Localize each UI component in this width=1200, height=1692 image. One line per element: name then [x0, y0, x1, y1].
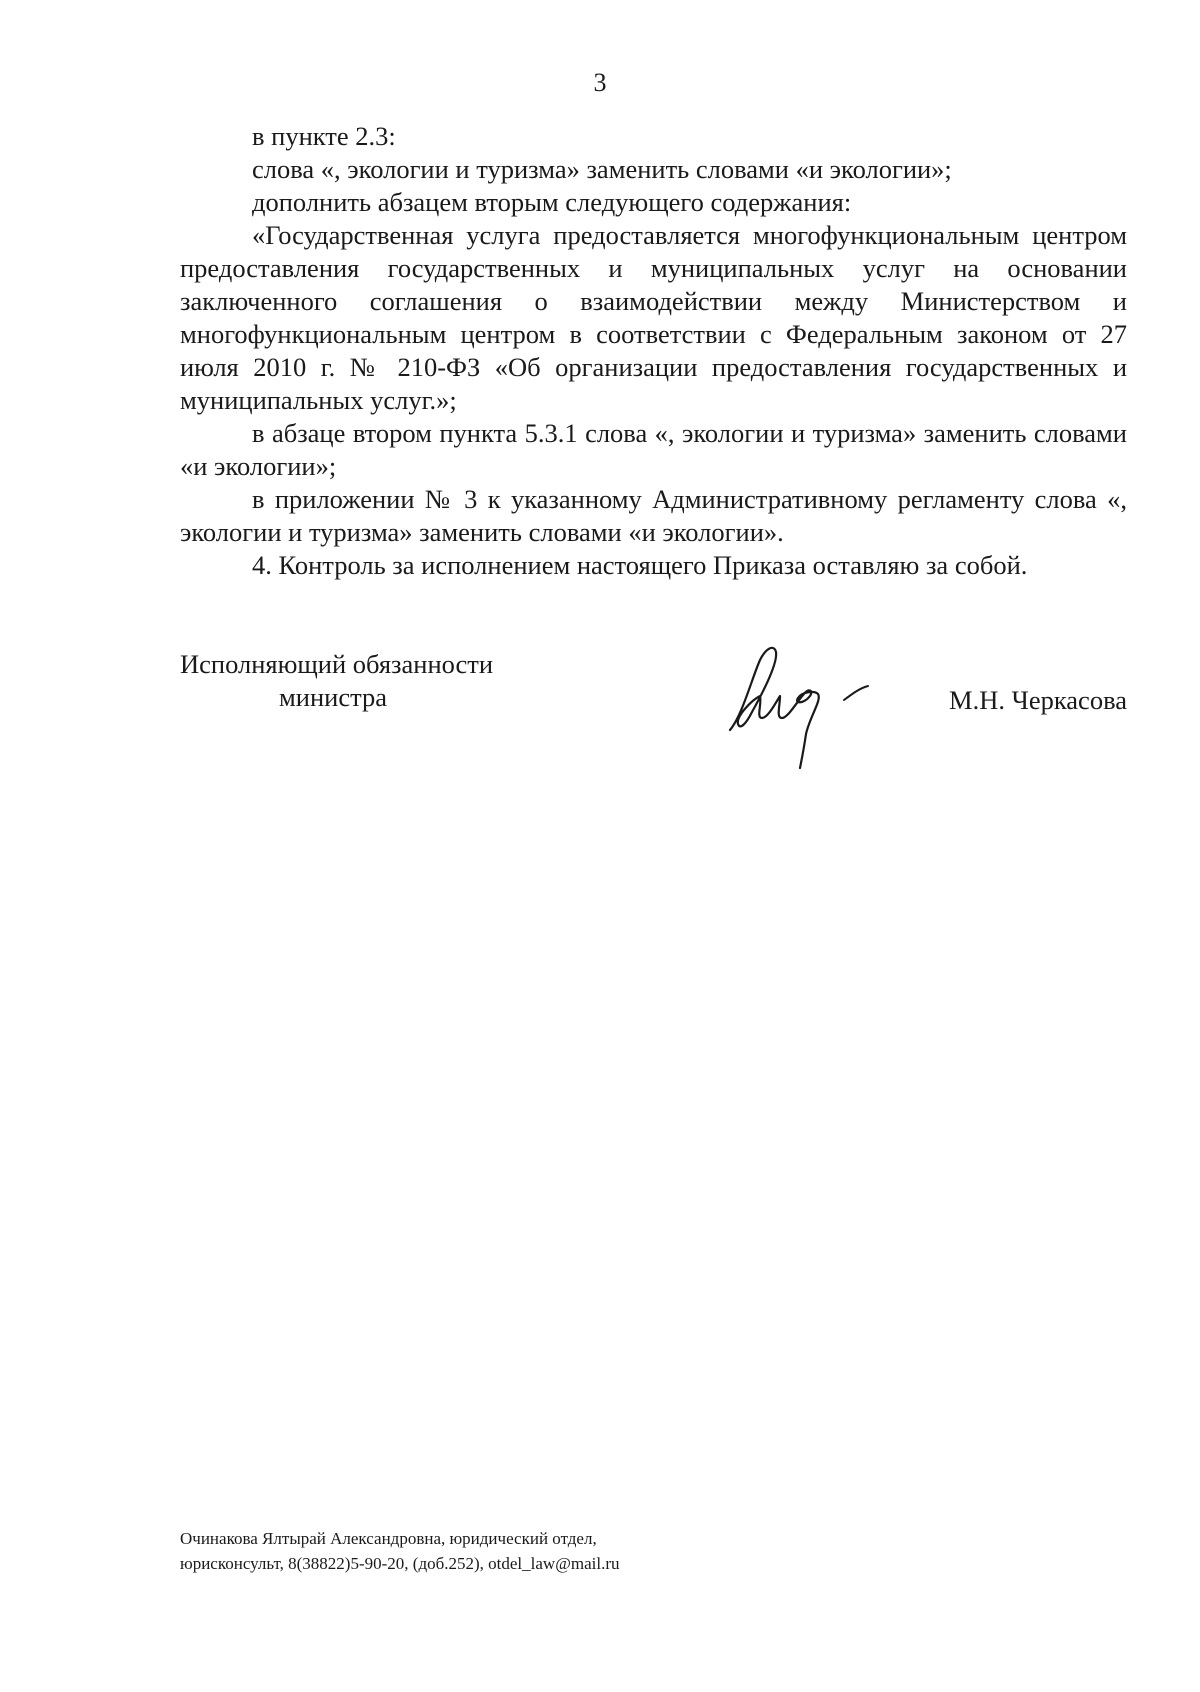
document-body — [180, 120, 1127, 582]
paragraph-appendix-3: в приложении № 3 к указанному Административному регламенту слова «, экологии и туризма» заменить словами «и экологии». — [180, 484, 1127, 547]
paragraph-point-5-3-1: в абзаце втором пункта 5.3.1 слова «, экологии и туризма» заменить словами «и экологии»; — [180, 418, 1127, 481]
paragraph-point-2-3: в пункте 2.3: — [252, 121, 396, 151]
page-number: 3 — [593, 68, 607, 97]
footer-line1: Очинакова Ялтырай Александровна, юридический отдел, — [180, 1529, 597, 1548]
signer-position-line1: Исполняющий обязанности — [180, 649, 494, 679]
signer-position-line2: министра — [279, 682, 387, 712]
executor-footer — [180, 1526, 880, 1576]
paragraph-add-second: дополнить абзацем вторым следующего содержания: — [252, 187, 852, 217]
footer-line2: юрисконсульт, 8(38822)5-90-20, (доб.252), otdel_law@mail.ru — [180, 1554, 620, 1573]
paragraph-replace-words: слова «, экологии и туризма» заменить словами «и экологии»; — [252, 154, 952, 184]
paragraph-quoted-text: «Государственная услуга предоставляется многофункциональным центром предоставления государственных и муниципальных услуг на основании заключенного соглашения о взаимодействии между Министерством и многофункциональным центром в соответствии с Федеральным законом от 27 июля 2010 г. № 210-ФЗ «Об организации предоставления государственных и муниципальных услуг.»; — [180, 220, 1127, 415]
signature-block — [180, 648, 1127, 788]
paragraph-control: 4. Контроль за исполнением настоящего Приказа оставляю за собой. — [252, 550, 1028, 580]
handwritten-signature — [690, 638, 890, 778]
signer-name: М.Н. Черкасова — [949, 685, 1127, 715]
